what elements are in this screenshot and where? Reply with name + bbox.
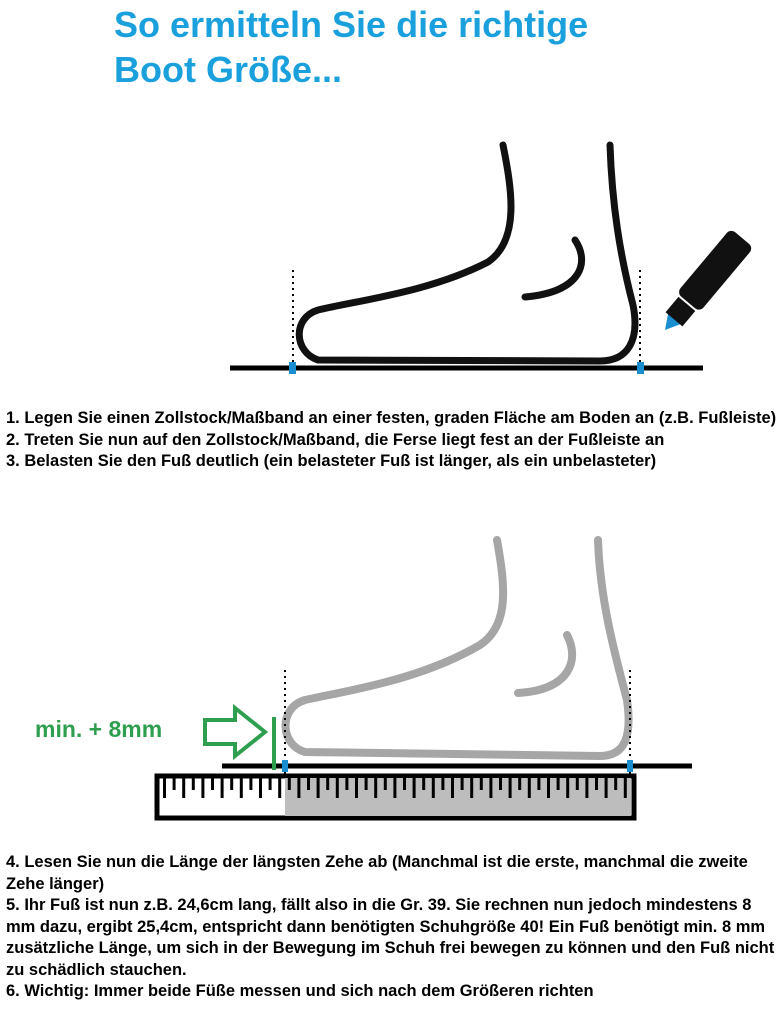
step-2: 2. Treten Sie nun auf den Zollstock/Maßband, die Ferse liegt fest an der Fußleiste an bbox=[6, 430, 665, 449]
ruler-tick bbox=[480, 778, 483, 790]
ruler-tick bbox=[595, 778, 598, 790]
title-line-2: Boot Größe... bbox=[114, 49, 342, 90]
heel-marker-2 bbox=[282, 760, 288, 772]
ruler-tick bbox=[614, 778, 617, 790]
instructions-bottom bbox=[6, 852, 781, 1003]
ruler-tick bbox=[240, 778, 243, 798]
ruler-tick bbox=[547, 778, 550, 798]
ruler-tick bbox=[211, 778, 214, 790]
ruler-tick bbox=[451, 778, 454, 798]
ruler-tick bbox=[307, 778, 310, 790]
ruler-tick bbox=[585, 778, 588, 798]
ruler-tick bbox=[557, 778, 560, 790]
ruler-tick bbox=[489, 778, 492, 798]
pen-marker-icon bbox=[654, 228, 754, 339]
ruler-tick bbox=[192, 778, 195, 790]
ruler-tick bbox=[336, 778, 339, 798]
step-1: 1. Legen Sie einen Zollstock/Maßband an einer festen, graden Fläche am Boden an (z.B. Fußleiste) bbox=[6, 409, 777, 427]
ruler-tick bbox=[537, 778, 540, 790]
ruler-tick bbox=[278, 778, 281, 798]
ruler-tick bbox=[288, 778, 291, 790]
ruler-tick bbox=[163, 778, 166, 798]
foot-outline-icon bbox=[299, 145, 635, 361]
min-8mm-label: min. + 8mm bbox=[35, 716, 163, 742]
ruler-tick bbox=[249, 778, 252, 790]
ruler-tick bbox=[422, 778, 425, 790]
ruler-tick bbox=[297, 778, 300, 798]
ruler-tick bbox=[384, 778, 387, 790]
ruler-tick bbox=[528, 778, 531, 798]
ruler-tick bbox=[566, 778, 569, 798]
ruler-icon bbox=[157, 776, 634, 818]
ruler-tick bbox=[499, 778, 502, 790]
ruler-tick bbox=[317, 778, 320, 798]
instructions-top bbox=[6, 408, 781, 473]
ruler-tick bbox=[221, 778, 224, 798]
ruler-tick bbox=[269, 778, 272, 790]
ruler-tick bbox=[393, 778, 396, 798]
ruler-tick bbox=[432, 778, 435, 798]
ruler-illustration bbox=[0, 530, 782, 840]
ruler-tick bbox=[461, 778, 464, 790]
foot-measure-illustration bbox=[0, 0, 782, 400]
ruler-tick bbox=[259, 778, 262, 798]
ruler-tick bbox=[230, 778, 233, 790]
ruler-tick bbox=[374, 778, 377, 798]
step-3: 3. Belasten Sie den Fuß deutlich (ein belasteter Fuß ist länger, als ein unbelasteter) bbox=[6, 452, 657, 470]
ruler-tick bbox=[182, 778, 185, 798]
ruler-tick bbox=[441, 778, 444, 790]
heel-marker bbox=[289, 362, 296, 374]
ruler-tick bbox=[345, 778, 348, 790]
arrow-right-icon bbox=[205, 708, 265, 756]
ruler-tick bbox=[173, 778, 176, 790]
ruler-tick bbox=[470, 778, 473, 798]
ruler-tick bbox=[355, 778, 358, 798]
ruler-tick bbox=[509, 778, 512, 798]
ruler-tick bbox=[518, 778, 521, 790]
toe-marker bbox=[637, 362, 644, 374]
toe-marker-2 bbox=[627, 760, 633, 772]
ruler-tick bbox=[624, 778, 627, 798]
ruler-tick bbox=[201, 778, 204, 798]
ruler-tick bbox=[413, 778, 416, 798]
title-line-1: So ermitteln Sie die richtige bbox=[114, 4, 589, 45]
ruler-tick bbox=[605, 778, 608, 798]
ruler-tick bbox=[403, 778, 406, 790]
foot-gray-icon bbox=[285, 540, 628, 756]
ruler-tick bbox=[326, 778, 329, 790]
step-4: 4. Lesen Sie nun die Länge der längsten Zehe ab (Manchmal ist die erste, manchmal die zweite Zehe länger) bbox=[6, 853, 748, 893]
ruler-tick bbox=[576, 778, 579, 790]
step-6: 6. Wichtig: Immer beide Füße messen und sich nach dem Größeren richten bbox=[6, 982, 594, 1000]
ruler-tick bbox=[365, 778, 368, 790]
step-5: 5. Ihr Fuß ist nun z.B. 24,6cm lang, fällt also in die Gr. 39. Sie rechnen nun jedoch mindestens 8 mm dazu, ergibt 25,4cm, entspricht dann benötigten Schuhgröße 40! Ein Fuß benötigt min. 8 mm zusätzliche Länge, um sich in der Bewegung im Schuh frei bewegen zu können und den Fuß nicht zu schädlich stauchen. bbox=[6, 896, 775, 979]
